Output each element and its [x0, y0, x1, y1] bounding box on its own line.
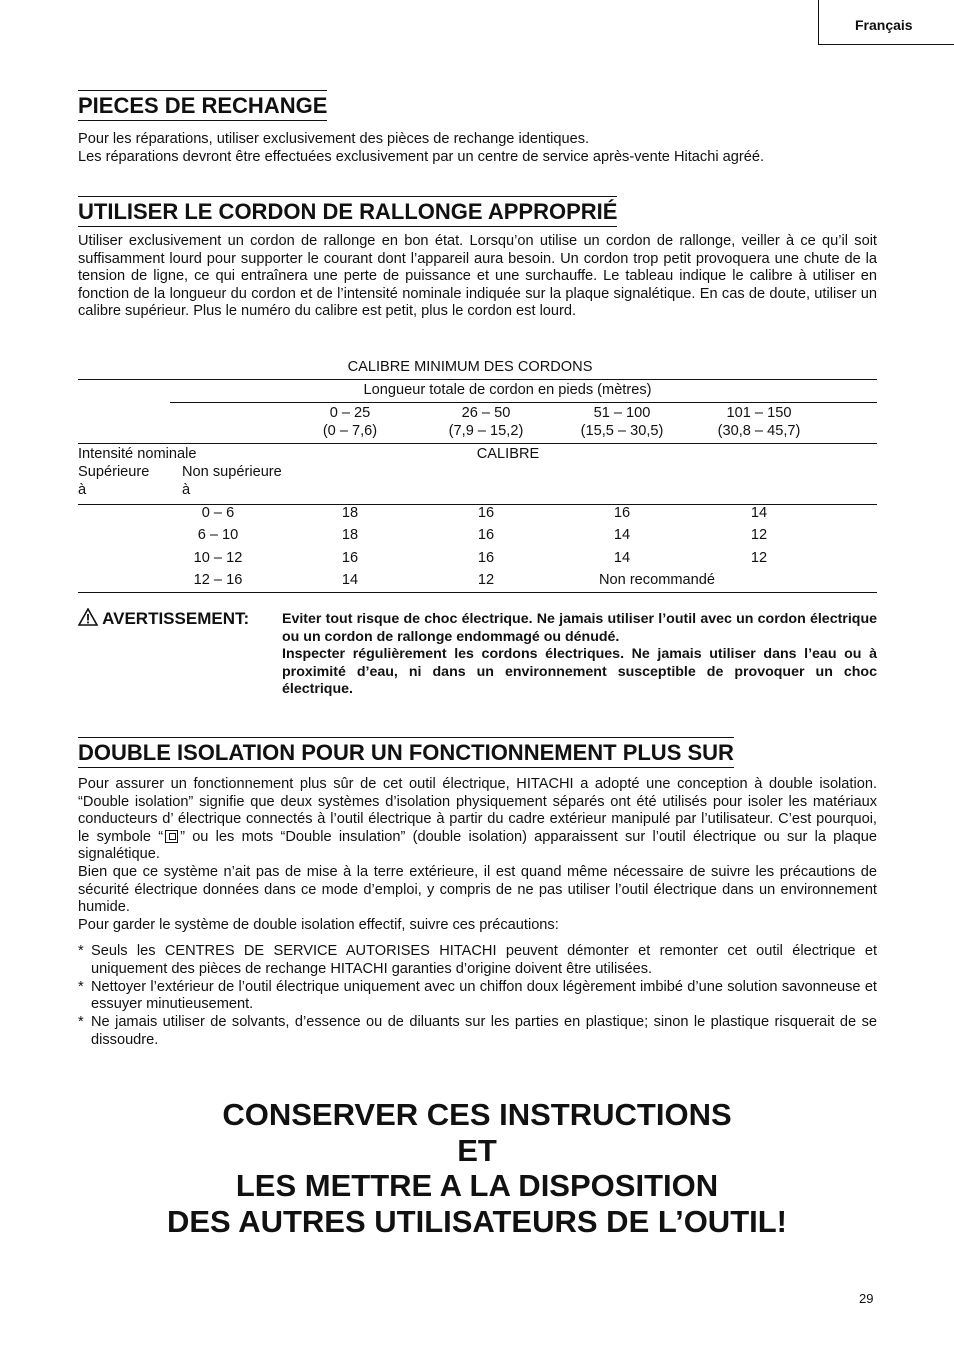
closing-line-4: DES AUTRES UTILISATEURS DE L’OUTIL! — [166, 1203, 787, 1239]
length-col-3-meters: (15,5 – 30,5) — [580, 423, 664, 439]
bullet-star: * — [78, 978, 84, 995]
bullet-star: * — [78, 1014, 84, 1031]
section-spare-parts — [78, 90, 877, 166]
row-2-value-2: 16 — [477, 527, 495, 543]
double-insulation-para-3: Pour garder le système de double isolation effectif, suivre ces précautions: — [78, 916, 559, 933]
closing-line-1: CONSERVER CES INSTRUCTIONS — [222, 1097, 732, 1132]
row-2-value-3: 14 — [613, 527, 631, 543]
length-col-4-feet: 101 – 150 — [726, 405, 792, 421]
length-col-1-meters: (0 – 7,6) — [322, 423, 378, 439]
sup-label-line-1: Supérieure — [78, 464, 150, 480]
calibre-header: CALIBRE — [476, 446, 540, 462]
language-label: Français — [855, 17, 913, 33]
row-2-value-1: 18 — [341, 527, 359, 543]
list-item — [78, 979, 877, 1014]
table-rule — [78, 379, 877, 380]
section-title-extension-cord: UTILISER LE CORDON DE RALLONGE APPROPRIÉ — [78, 196, 617, 227]
row-4-note: Non recommandé — [599, 572, 715, 588]
row-1-value-3: 16 — [613, 505, 631, 521]
para-1-text-after: ” ou les mots “Double insulation” (double isolation) apparaissent sur l’outil électrique ou sur la plaque signalétique. — [78, 828, 878, 863]
bullet-text: Seuls les CENTRES DE SERVICE AUTORISES HITACHI peuvent démonter et remonter cet outil électrique et uniquement des pièces de rechange HITACHI garanties d’origine doivent être utilisées. — [91, 943, 877, 977]
table-length-header: Longueur totale de cordon en pieds (mètres) — [363, 382, 652, 398]
length-col-3-feet: 51 – 100 — [593, 405, 651, 421]
row-2-range: 6 – 10 — [197, 527, 239, 543]
section-title-spare-parts: PIECES DE RECHANGE — [78, 90, 327, 121]
length-col-1-feet: 0 – 25 — [329, 405, 371, 421]
table-rule — [78, 592, 877, 593]
warning-label: AVERTISSEMENT: — [102, 609, 250, 628]
sup-label-line-2: à — [78, 482, 87, 498]
row-1-value-2: 16 — [477, 505, 495, 521]
section-extension-cord — [78, 196, 877, 321]
page-number: 29 — [859, 1291, 874, 1306]
bullet-star: * — [78, 943, 84, 960]
amp-header: Intensité nominale — [78, 446, 197, 462]
length-col-2-feet: 26 – 50 — [461, 405, 511, 421]
precautions-list — [78, 943, 877, 1049]
bullet-text: Nettoyer l’extérieur de l’outil électrique uniquement avec un chiffon doux légèrement imbibé d’une solution savonneuse et essuyer minutieusement. — [91, 978, 877, 1013]
extension-cord-body: Utiliser exclusivement un cordon de rallonge en bon état. Lorsqu’on utilise un cordon de rallonge, veiller à ce qu’il soit suffisamment lourd pour supporter le courant dont l’appareil aura besoin. Un cordon trop petit provoquera une chute de la tension de ligne, ce qui entraînera une perte de puissance et une surchauffe. Le tableau indique le calibre à utiliser en fonction de la longueur du cordon et de l’intensité nominale indiquée sur la plaque signalétique. En cas de doute, utiliser un calibre supérieur. Plus le numéro du calibre est petit, plus le cordon est lourd. — [78, 233, 877, 320]
spare-parts-line-2: Les réparations devront être effectuées exclusivement par un centre de service après-vente Hitachi agréé. — [78, 148, 765, 165]
nonsup-label-line-2: à — [182, 482, 191, 498]
warning-label-group — [78, 608, 249, 629]
closing-line-2: ET — [457, 1132, 497, 1168]
warning-line-2: Inspecter régulièrement les cordons électriques. Ne jamais utiliser dans l’eau ou à proximité d’eau, ni dans un environnement susceptible de provoquer un choc électrique. — [282, 646, 877, 698]
row-1-value-1: 18 — [341, 505, 359, 521]
table-title: CALIBRE MINIMUM DES CORDONS — [347, 359, 593, 375]
double-insulation-para-2: Bien que ce système n’ait pas de mise à la terre extérieure, il est quand même nécessaire de suivre les précautions de sécurité électrique données dans ce mode d’emploi, y compris de ne pas utiliser l’outil électrique dans un environnement humide. — [78, 863, 877, 916]
length-col-4-meters: (30,8 – 45,7) — [717, 423, 801, 439]
row-3-range: 10 – 12 — [193, 550, 243, 566]
warning-body — [282, 611, 877, 699]
table-rule — [78, 443, 877, 444]
closing-line-3: LES METTRE A LA DISPOSITION — [235, 1168, 719, 1203]
row-4-value-1: 14 — [341, 572, 359, 588]
nonsup-label-line-1: Non supérieure — [182, 464, 282, 480]
row-3-value-1: 16 — [341, 550, 359, 566]
row-3-value-2: 16 — [477, 550, 495, 566]
spare-parts-line-1: Pour les réparations, utiliser exclusivement des pièces de rechange identiques. — [78, 131, 590, 147]
row-3-value-3: 14 — [613, 550, 631, 566]
row-1-value-4: 14 — [750, 505, 768, 521]
para-1-text-before: Pour assurer un fonctionnement plus sûr de cet outil électrique, HITACHI a adopté une conception à double isolation. “Double isolation” signifie que deux systèmes d’isolation physiquement séparés ont été utilisés pour isoler les matériaux conducteurs d’ électrique connectés à l’outil électrique à partir du cadre extérieur manipulé par l’utilisateur. C’est pourquoi, le symbole “ — [78, 776, 877, 845]
row-4-range: 12 – 16 — [193, 572, 243, 588]
closing-banner — [0, 1097, 954, 1239]
bullet-text: Ne jamais utiliser de solvants, d’essence ou de diluants sur les parties en plastique; sinon le plastique risquerait de se dissoudre. — [91, 1014, 877, 1048]
double-insulation-para-1 — [78, 776, 877, 864]
double-insulation-symbol-icon — [165, 830, 178, 843]
row-2-value-4: 12 — [750, 527, 768, 543]
list-item — [78, 943, 877, 978]
language-tab — [818, 0, 954, 45]
list-item — [78, 1014, 877, 1049]
row-1-range: 0 – 6 — [201, 505, 235, 521]
section-title-double-insulation: DOUBLE ISOLATION POUR UN FONCTIONNEMENT PLUS SUR — [78, 737, 734, 768]
section-double-insulation — [78, 737, 877, 1049]
warning-triangle-icon — [78, 608, 98, 626]
row-4-value-2: 12 — [477, 572, 495, 588]
row-3-value-4: 12 — [750, 550, 768, 566]
warning-line-1: Eviter tout risque de choc électrique. Ne jamais utiliser l’outil avec un cordon électrique ou un cordon de rallonge endommagé ou dénudé. — [282, 611, 877, 645]
table-rule — [170, 402, 877, 403]
length-col-2-meters: (7,9 – 15,2) — [448, 423, 524, 439]
